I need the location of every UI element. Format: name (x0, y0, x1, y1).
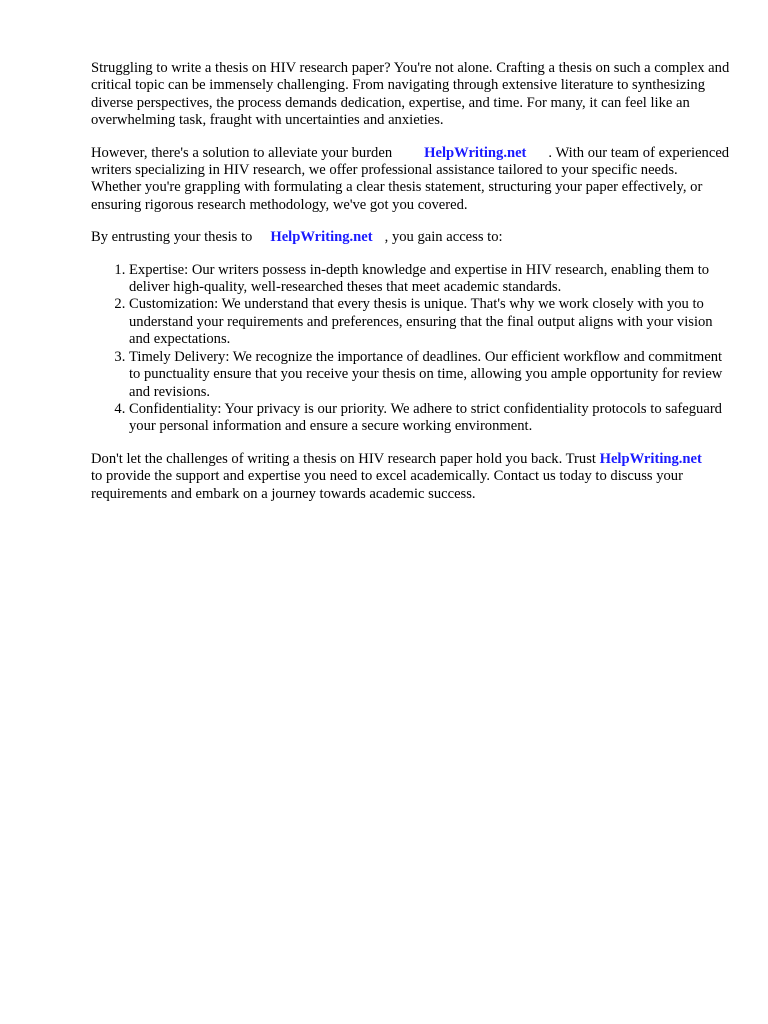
closing-text-after: to provide the support and expertise you need to excel academically. Contact us today to discuss your requirements and embark on a journey towards academic success. (91, 468, 683, 502)
document-page (91, 60, 731, 518)
list-item-customization: 2. Customization: We understand that every thesis is unique. That's why we work closely with you to understand your requirements and preferences, ensuring that the final output aligns with your vision and expectations. (129, 296, 731, 348)
helpwriting-link-2[interactable]: HelpWriting.net (270, 229, 373, 246)
helpwriting-link-3[interactable]: HelpWriting.net (599, 450, 702, 467)
entrust-paragraph (91, 229, 731, 246)
list-item-expertise: 1. Expertise: Our writers possess in-depth knowledge and expertise in HIV research, enabling them to deliver high-quality, well-researched theses that meet academic standards. (129, 262, 731, 297)
solution-paragraph (91, 145, 731, 215)
entrust-text-before: By entrusting your thesis to (91, 229, 253, 246)
benefits-list (91, 262, 731, 436)
solution-text-after: . With our team of experienced writers specializing in HIV research, we offer professional assistance tailored to your specific needs. Whether you're grappling with formulating a clear thesis statement, structuring your paper effectively, or ensuring rigorous research methodology, we've got you covered. (91, 144, 730, 213)
entrust-text-after: , you gain access to: (384, 229, 503, 246)
closing-text-before: Don't let the challenges of writing a thesis on HIV research paper hold you back. Trust (91, 450, 596, 467)
solution-text-before: However, there's a solution to alleviate your burden (91, 144, 393, 161)
list-item-confidentiality: 4. Confidentiality: Your privacy is our priority. We adhere to strict confidentiality protocols to safeguard your personal information and ensure a secure working environment. (129, 401, 731, 436)
list-item-timely-delivery: 3. Timely Delivery: We recognize the importance of deadlines. Our efficient workflow and commitment to punctuality ensure that you receive your thesis on time, allowing you ample opportunity for review and revisions. (129, 349, 731, 401)
closing-paragraph (91, 451, 731, 503)
intro-paragraph: Struggling to write a thesis on HIV research paper? You're not alone. Crafting a thesis on such a complex and critical topic can be immensely challenging. From navigating through extensive literature to synthesizing diverse perspectives, the process demands dedication, expertise, and time. For many, it can feel like an overwhelming task, fraught with uncertainties and anxieties. (91, 60, 730, 129)
helpwriting-link-1[interactable]: HelpWriting.net (424, 144, 527, 161)
